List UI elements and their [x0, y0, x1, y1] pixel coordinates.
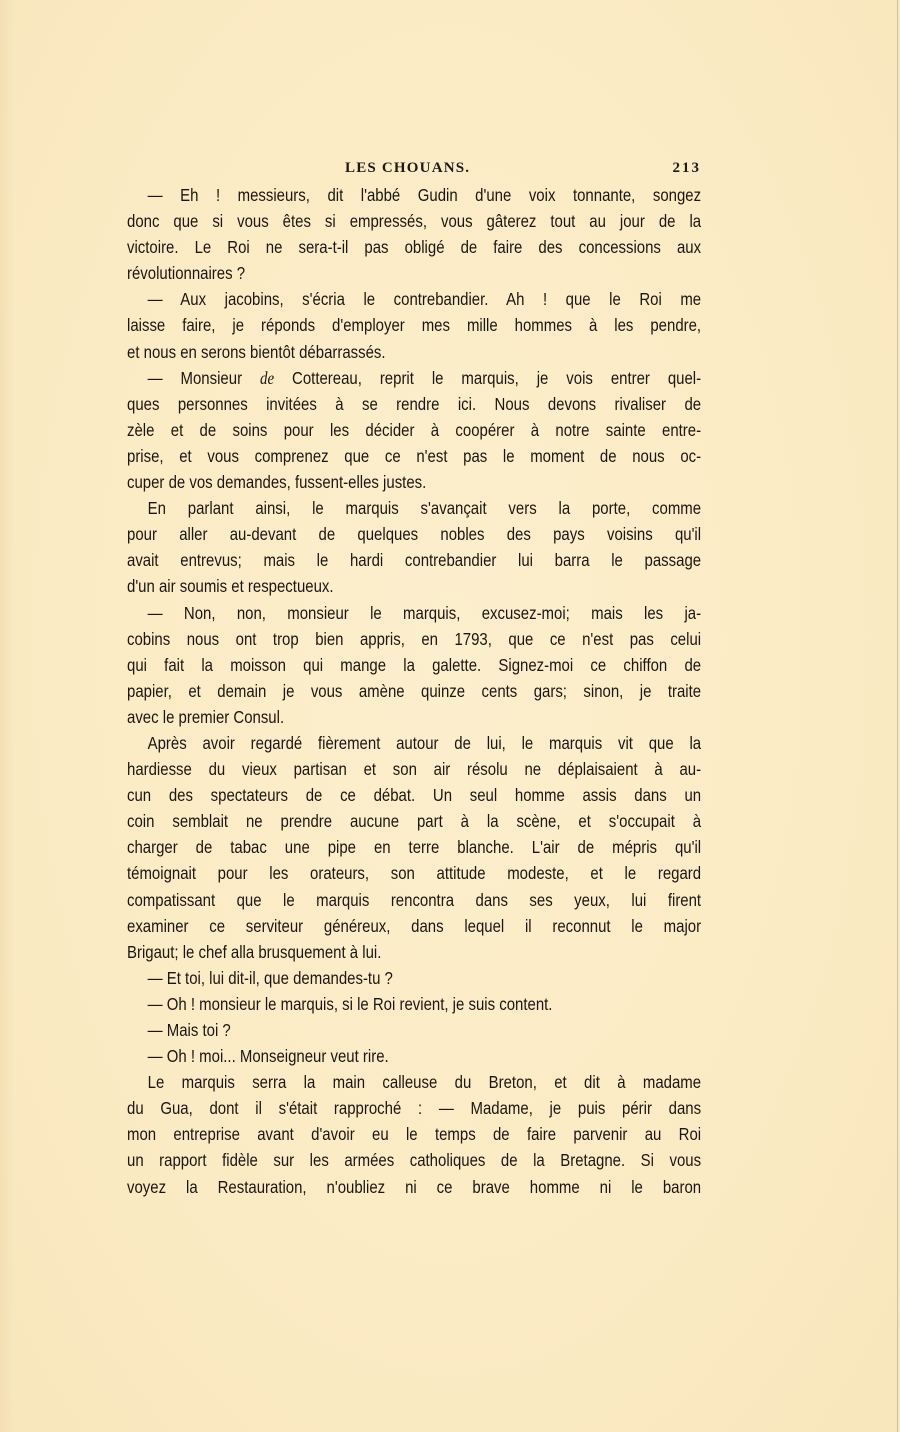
text-line: témoignait pour les orateurs, son attitude modeste, et le regard	[127, 863, 702, 884]
text-line: donc que si vous êtes si empressés, vous gâterez tout au jour de la	[127, 211, 702, 232]
text-line: Après avoir regardé fièrement autour de lui, le marquis vit que la	[147, 732, 702, 753]
text-line: avec le premier Consul.	[127, 706, 285, 727]
running-head	[127, 160, 701, 180]
text-fragment: Cottereau, reprit le marquis, je vois entrer quel-	[274, 367, 702, 388]
text-line: examiner ce serviteur généreux, dans lequel il reconnut le major	[127, 915, 702, 936]
text-line: prise, et vous comprenez que ce n'est pas le moment de nous oc-	[127, 445, 702, 466]
text-line: Le marquis serra la main calleuse du Breton, et dit à madame	[147, 1072, 702, 1093]
paragraph-dialogue-mais-toi	[127, 1017, 701, 1043]
text-line: — Et toi, lui dit-il, que demandes-tu ?	[147, 967, 393, 988]
text-line: zèle et de soins pour les décider à coopérer à notre sainte entre-	[127, 419, 702, 440]
text-line: papier, et demain je vous amène quinze cents gars; sinon, je traite	[127, 680, 702, 701]
paragraph-dialogue-gudin	[127, 182, 701, 286]
text-line: — Eh ! messieurs, dit l'abbé Gudin d'une voix tonnante, songez	[147, 185, 702, 205]
text-line: voyez la Restauration, n'oubliez ni ce brave homme ni le baron	[127, 1176, 702, 1197]
running-title: LES CHOUANS.	[345, 160, 471, 176]
text-line: cun des spectateurs de ce débat. Un seul homme assis dans un	[127, 785, 702, 806]
text-line: compatissant que le marquis rencontra dans ses yeux, lui firent	[127, 889, 702, 910]
text-line: hardiesse du vieux partisan et son air résolu ne déplaisaient à au-	[127, 759, 702, 780]
text-line: cuper de vos demandes, fussent-elles justes.	[127, 472, 427, 493]
text-line: ques personnes invitées à se rendre ici. Nous devons rivaliser de	[127, 393, 702, 414]
text-line: coin semblait ne prendre aucune part à la scène, et s'occupait à	[127, 811, 702, 832]
text-line: — Oh ! moi... Monseigneur veut rire.	[147, 1046, 389, 1067]
text-line: — Oh ! monsieur le marquis, si le Roi revient, je suis content.	[147, 993, 553, 1014]
paragraph-dialogue-contrebandier	[127, 286, 701, 364]
paragraph-narration-brigaut	[127, 730, 701, 965]
text-line: charger de tabac une pipe en terre blanche. L'air de mépris qu'il	[127, 837, 702, 858]
page-number: 213	[672, 160, 701, 176]
paragraph-dialogue-marquis	[127, 365, 701, 495]
text-line: pour aller au-devant de quelques nobles des pays voisins qu'il	[127, 524, 702, 545]
text-line: révolutionnaires ?	[127, 263, 246, 284]
text-line: En parlant ainsi, le marquis s'avançait vers la porte, comme	[147, 498, 702, 519]
paragraph-dialogue-et-toi	[127, 965, 701, 991]
page-edge-line	[897, 0, 898, 1432]
text-line: — Mais toi ?	[147, 1020, 231, 1040]
paragraph-dialogue-oh-moi	[127, 1043, 701, 1069]
page-gutter-shadow	[0, 0, 14, 1432]
text-line: Brigaut; le chef alla brusquement à lui.	[127, 941, 382, 962]
text-line: et nous en serons bientôt débarrassés.	[127, 341, 386, 362]
body-text	[127, 182, 701, 1200]
paragraph-narration-breton	[127, 1069, 701, 1199]
text-line: cobins nous ont trop bien appris, en 1793, que ce n'est pas celui	[127, 628, 702, 649]
text-line: qui fait la moisson qui mange la galette. Signez-moi ce chiffon de	[127, 654, 702, 675]
paragraph-dialogue-1793	[127, 600, 701, 730]
text-line: d'un air soumis et respectueux.	[127, 576, 334, 597]
text-line	[127, 365, 701, 391]
text-line: mon entreprise avant d'avoir eu le temps de faire parvenir au Roi	[127, 1124, 702, 1145]
italic-text: de	[259, 367, 275, 388]
text-line: — Aux jacobins, s'écria le contrebandier. Ah ! que le Roi me	[147, 289, 702, 310]
paragraph-narration-porte	[127, 495, 701, 599]
text-line: — Non, non, monsieur le marquis, excusez-moi; mais les ja-	[147, 602, 702, 623]
text-line: avait entrevus; mais le hardi contrebandier lui barra le passage	[127, 550, 702, 571]
text-line: un rapport fidèle sur les armées catholiques de la Bretagne. Si vous	[127, 1150, 702, 1171]
text-line: du Gua, dont il s'était rapproché : — Madame, je puis périr dans	[127, 1098, 702, 1119]
text-line: victoire. Le Roi ne sera-t-il pas obligé de faire des concessions aux	[127, 237, 702, 258]
text-line: laisse faire, je réponds d'employer mes mille hommes à les pendre,	[127, 315, 702, 336]
paragraph-dialogue-oh-monsieur	[127, 991, 701, 1017]
text-fragment: — Monsieur	[147, 367, 260, 388]
